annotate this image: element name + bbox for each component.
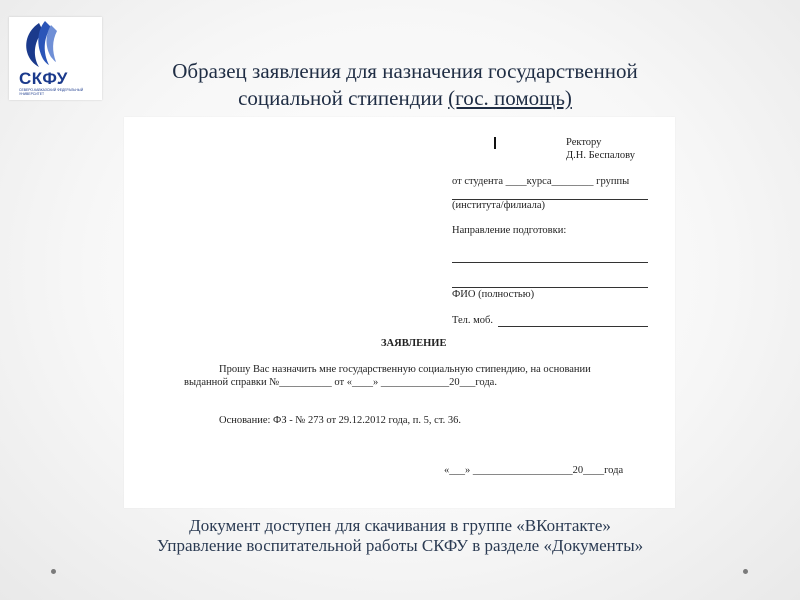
- addressee-line-2: Д.Н. Беспалову: [566, 150, 635, 161]
- blank-underline: [452, 287, 648, 288]
- page-title: [100, 58, 710, 112]
- document-heading: ЗАЯВЛЕНИЕ: [381, 338, 447, 349]
- direction-label: Направление подготовки:: [452, 225, 567, 236]
- footer-note: [80, 516, 720, 556]
- addressee-line-1: Ректору: [566, 137, 602, 148]
- logo-text: СКФУ: [19, 69, 68, 88]
- basis-line: Основание: ФЗ - № 273 от 29.12.2012 года, п. 5, ст. 36.: [219, 415, 462, 426]
- title-line-2-prefix: социальной стипендии: [238, 86, 449, 110]
- phone-label: Тел. моб.: [452, 315, 494, 326]
- title-link: (гос. помощь): [448, 86, 572, 110]
- application-form-sample: [124, 117, 675, 508]
- body-line-1: Прошу Вас назначить мне государственную социальную стипендию, на основании: [219, 364, 591, 375]
- date-signature-line: «___» ___________________20____года: [444, 465, 624, 476]
- blank-underline: [452, 262, 648, 263]
- fio-label: ФИО (полностью): [452, 289, 535, 300]
- logo-subtitle: СЕВЕРО-КАВКАЗСКИЙ ФЕДЕРАЛЬНЫЙ УНИВЕРСИТЕТ: [19, 88, 84, 96]
- body-line-2: выданной справки №__________ от «____» _____________20___года.: [184, 377, 497, 388]
- blank-underline: [498, 326, 648, 327]
- dot-icon: [51, 569, 56, 574]
- dot-icon: [743, 569, 748, 574]
- from-student-line: от студента ____курса________ группы: [452, 176, 630, 187]
- institute-label: (института/филиала): [452, 200, 546, 211]
- title-line-1: Образец заявления для назначения государственной: [172, 59, 638, 83]
- title-line-2: [100, 85, 710, 112]
- text-cursor-icon: [494, 137, 496, 149]
- footer-line-1: Документ доступен для скачивания в группе «ВКонтакте»: [189, 516, 611, 535]
- footer-line-2: Управление воспитательной работы СКФУ в разделе «Документы»: [156, 536, 644, 555]
- university-logo: [9, 17, 102, 100]
